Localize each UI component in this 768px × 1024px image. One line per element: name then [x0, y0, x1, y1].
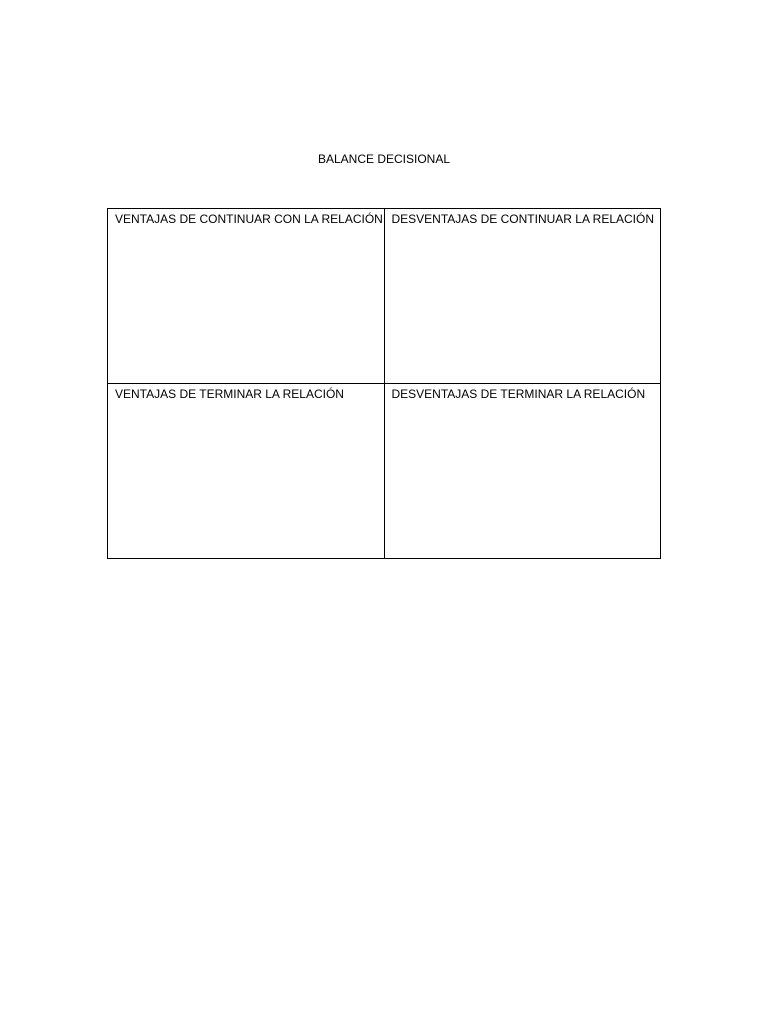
decision-balance-table — [107, 208, 661, 559]
cell-pros-continue: VENTAJAS DE CONTINUAR CON LA RELACIÓN — [108, 209, 385, 384]
table-row — [108, 209, 661, 384]
table-row — [108, 384, 661, 559]
cell-cons-end: DESVENTAJAS DE TERMINAR LA RELACIÓN — [384, 384, 661, 559]
cell-cons-continue: DESVENTAJAS DE CONTINUAR LA RELACIÓN — [384, 209, 661, 384]
cell-pros-end: VENTAJAS DE TERMINAR LA RELACIÓN — [108, 384, 385, 559]
page-title: BALANCE DECISIONAL — [317, 152, 451, 166]
